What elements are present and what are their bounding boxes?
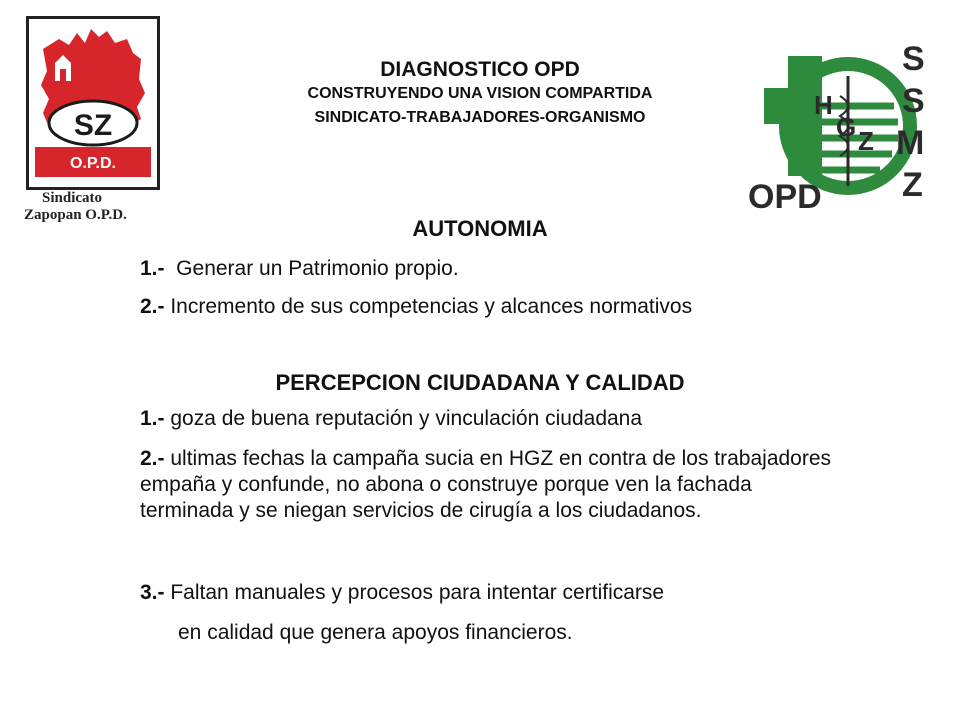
- letter-z: Z: [858, 126, 874, 156]
- list-item-text: Faltan manuales y procesos para intentar certificarse: [164, 581, 665, 604]
- letter-g: G: [836, 112, 857, 142]
- list-item-number: 2.-: [140, 295, 165, 318]
- list-item-number: 2.-: [140, 447, 165, 470]
- ssmz-letter-s2: S: [902, 82, 925, 120]
- sindicato-caption-line1: Sindicato: [42, 190, 103, 206]
- sz-text: SZ: [73, 109, 113, 142]
- section-title-percepcion: PERCEPCION CIUDADANA Y CALIDAD: [275, 370, 685, 395]
- hgz-emblem-icon: [744, 36, 940, 216]
- sindicato-logo: [24, 14, 174, 224]
- hgz-logo: [744, 36, 940, 216]
- list-item: [140, 256, 860, 282]
- page-title: DIAGNOSTICO OPD: [380, 58, 580, 81]
- opd-text: O.P.D.: [70, 155, 116, 172]
- list-item-number: 1.-: [140, 407, 165, 430]
- list-item-text: Generar un Patrimonio propio.: [164, 257, 459, 280]
- sindicato-caption-line2: Zapopan O.P.D.: [24, 207, 127, 223]
- list-item-text: ultimas fechas la campaña sucia en HGZ en contra de los trabajadores empaña y confunde, no abona o construye porque ven la fachada terminada y se niegan servicios de cirugía a los ciudadanos.: [140, 447, 832, 522]
- list-item: [140, 294, 860, 320]
- list-item-number: 1.-: [140, 257, 165, 280]
- ssmz-letter-m: M: [896, 124, 925, 162]
- letter-h: H: [814, 90, 833, 120]
- list-item-text: Incremento de sus competencias y alcances normativos: [164, 295, 693, 318]
- ssmz-letter-z: Z: [902, 166, 923, 204]
- page-subtitle-2: SINDICATO-TRABAJADORES-ORGANISMO: [314, 109, 646, 126]
- list-item-text: goza de buena reputación y vinculación ciudadana: [164, 407, 643, 430]
- page-subtitle-1: CONSTRUYENDO UNA VISION COMPARTIDA: [307, 85, 653, 102]
- ssmz-letter-s1: S: [902, 40, 925, 78]
- list-item-number: 3.-: [140, 581, 165, 604]
- list-item: [140, 446, 848, 524]
- section-title-autonomia: AUTONOMIA: [412, 216, 548, 241]
- list-item: [140, 580, 860, 606]
- opd-logo-text: OPD: [748, 178, 822, 216]
- list-item-continuation: en calidad que genera apoyos financieros.: [178, 621, 573, 644]
- header: [200, 58, 760, 130]
- sindicato-emblem-icon: [29, 19, 157, 187]
- sindicato-logo-frame: [26, 16, 160, 190]
- list-item: [140, 406, 860, 432]
